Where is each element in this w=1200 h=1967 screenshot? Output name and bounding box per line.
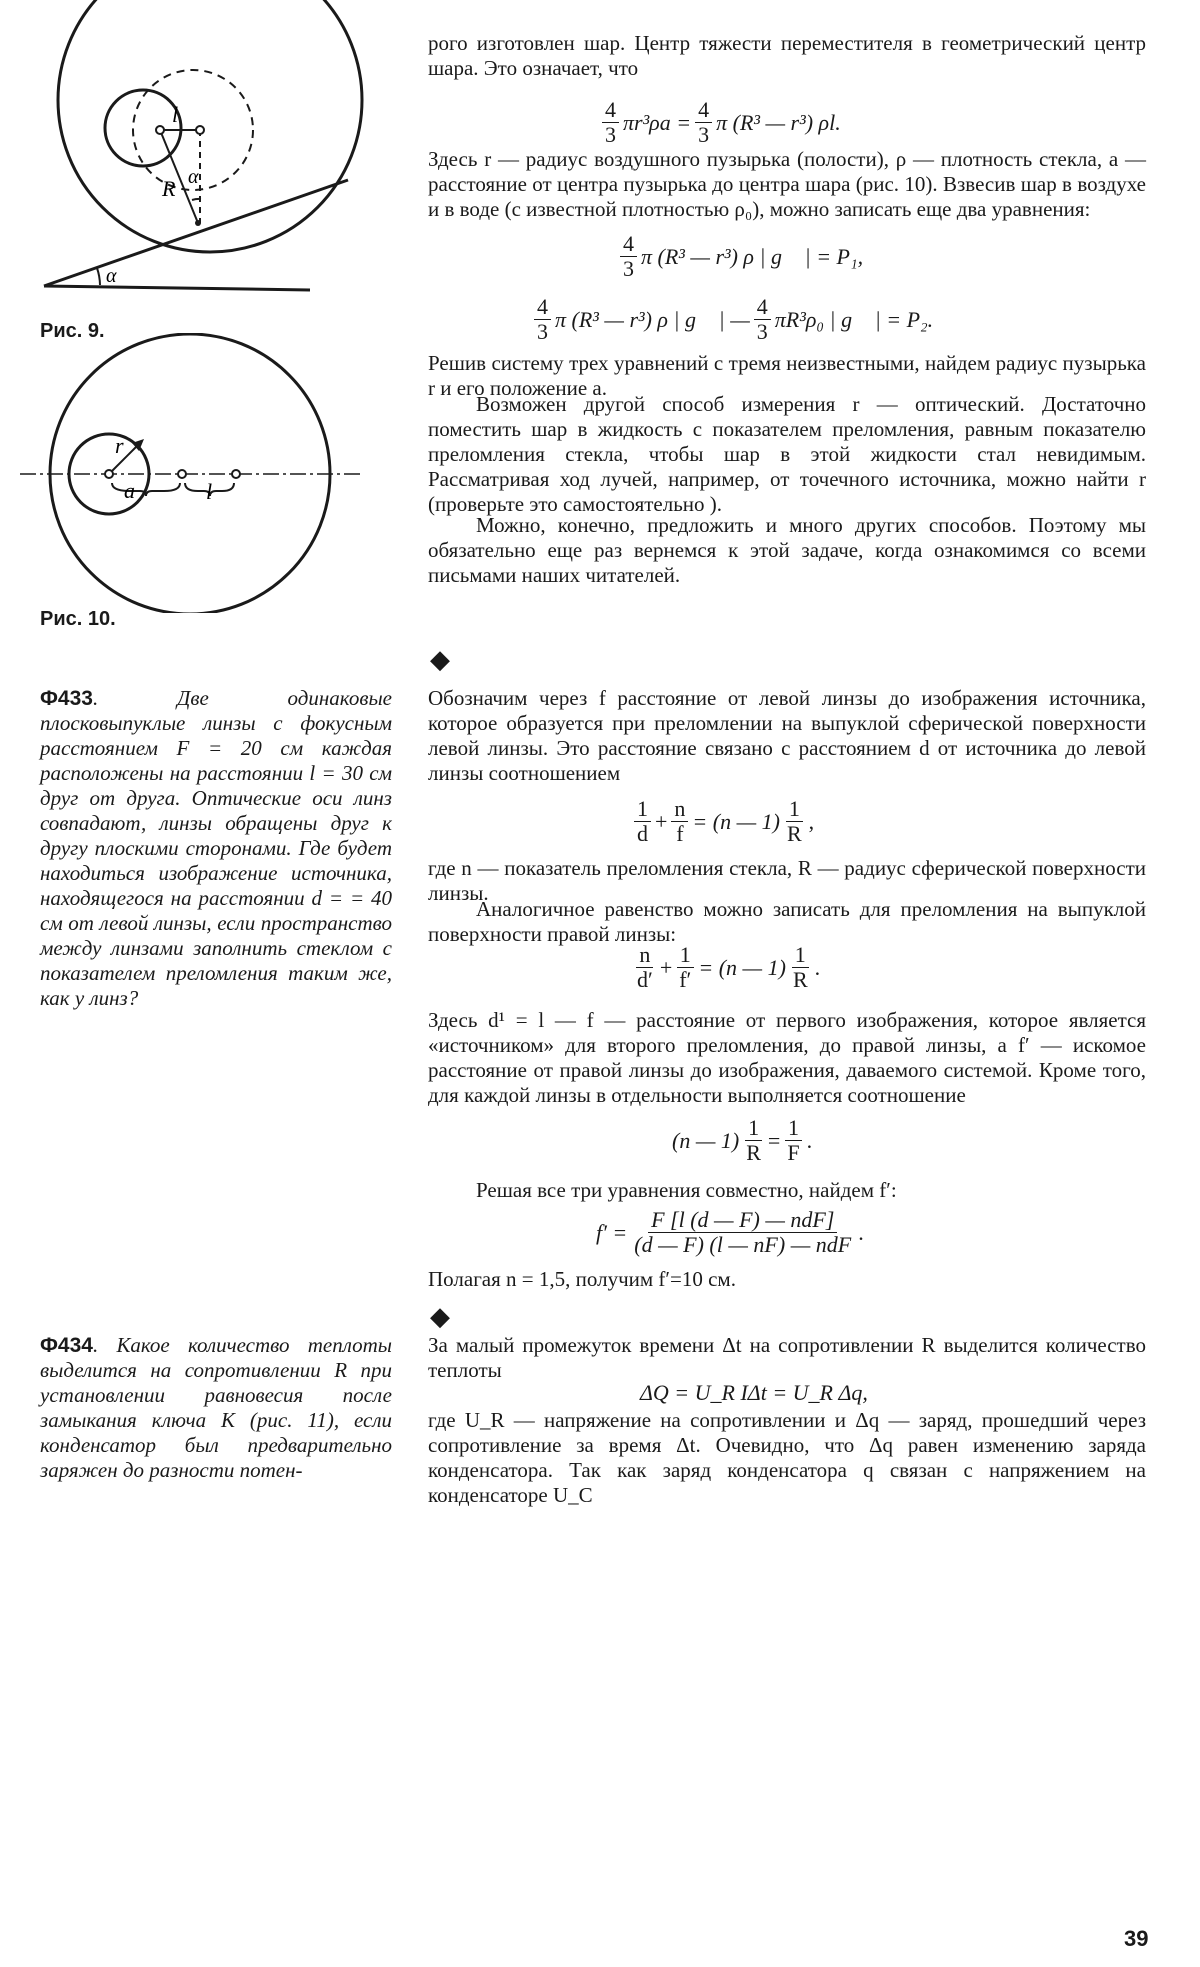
solution-434-p1: За малый промежуток времени Δt на сопротивлении R выделится количество теплоты (428, 1333, 1146, 1382)
fig9-incline (44, 180, 348, 286)
problem-434 (40, 1333, 392, 1483)
fig9-label-R: R (162, 176, 176, 201)
formula-lens-relation: (n — 1) $\frac{1}{R}$ = $\frac{1}{F}$ . (672, 1115, 813, 1165)
solution-433-p1: Обозначим через f расстояние от левой линзы до изображения источника, которое образуется при преломлении на выпуклой сферической поверхности левой линзы. Это расстояние связано с расстоянием d от источника до левой линзы соотношением (428, 686, 1146, 785)
solution-433-p6: Полагая n = 1,5, получим f′=10 см. (428, 1267, 736, 1291)
fig10-label-l: l (206, 479, 213, 504)
right-top-p1: рого изготовлен шар. Центр тяжести переместителя в геометрический центр шара. Это означает, что (428, 31, 1146, 80)
right-top-p2: Здесь r — радиус воздушного пузырька (полости), ρ — плотность стекла, a — расстояние от центра пузырька до центра шара (рис. 10). Взвесив шар в воздухе и в воде (с известной плотностью ρ₀), можно записать еще два уравнения: (428, 147, 1146, 221)
formula-result-f: f′ = $\frac{\text{F [l (d — F) — ndF]}}{\text{(d — F) (l — nF) — ndF}}$ . (596, 1207, 864, 1257)
solution-433-p2: где n — показатель преломления стекла, R — радиус сферической поверхности линзы. (428, 856, 1146, 905)
formula-weight-air: $\frac{4}{3}$ π (R³ — r³) ρ | g⃗ | = P₁, (616, 232, 863, 281)
section-divider-2: ◆ (430, 1302, 450, 1331)
formula-heat: ΔQ = U_R IΔt = U_R Δq, (640, 1380, 868, 1405)
problem-434-text: . Какое количество теплоты выделится на сопротивлении R при установлении равновесия после замыкания ключа K (рис. 11), если конденсатор был предварительно заряжен до разности потен- (40, 1333, 392, 1482)
fig10-caption: Рис. 10. (40, 608, 116, 630)
fig9-caption: Рис. 9. (40, 320, 105, 342)
solution-434-p2: где U_R — напряжение на сопротивлении и Δq — заряд, прошедший через сопротивление за время Δt. Очевидно, что Δq равен изменению заряда конденсатора. Так как заряд конденсатора q связан с напряжением на конденсаторе U_C (428, 1408, 1146, 1507)
solution-433-p4: Здесь d¹ = l — f — расстояние от первого изображения, которое является «источником» для второго преломления, до правой линзы, а f′ — искомое расстояние от правой линзы до изображения, даваемого системой. Кроме того, для каждой линзы в отдельности выполняется соотношение (428, 1008, 1146, 1107)
solution-433-p5: Решая все три уравнения совместно, найдем f′: (476, 1178, 897, 1202)
problem-433-text: . Две одинаковые плосковыпуклые линзы с фокусным расстоянием F = 20 см каждая расположены на расстоянии l = 30 см друг от друга. Оптические оси линз совпадают, линзы обращены друг к другу плоскими сторонами. Где будет находиться изображение источника, находящегося на расстоянии d = = 40 см от левой линзы, если пространство между линзами заполнить стеклом с показателем преломления таким же, как у линз? (40, 686, 392, 1010)
right-top-p4: Возможен другой способ измерения r — оптический. Достаточно поместить шар в жидкость с показателем преломления, равным показателю преломления стекла, чтобы шар в этой жидкости стал невидимым. Рассматривая ход лучей, например, от точечного источника, можно найти r (проверьте это самостоятельно ). (428, 392, 1146, 516)
formula-right-lens: $\frac{n}{d'}$ + $\frac{1}{f'}$ = (n — 1) $\frac{1}{R}$ . (637, 942, 821, 992)
figure-9 (30, 0, 380, 310)
fig10-label-a: a (124, 478, 135, 503)
problem-433-id: Ф433 (40, 687, 93, 710)
formula-sphere-balance: $\frac{4}{3}$ πr³ρa = $\frac{4}{3}$ π (R³ — r³) ρl. (598, 98, 841, 147)
problem-433 (40, 686, 392, 1011)
right-top-p3: Решив систему трех уравнений с тремя неизвестными, найдем радиус пузырька r и его положение a. (428, 351, 1146, 400)
problem-434-id: Ф434 (40, 1334, 93, 1357)
solution-433-p3: Аналогичное равенство можно записать для преломления на выпуклой поверхности правой линзы: (428, 897, 1146, 946)
right-top-p5: Можно, конечно, предложить и много других способов. Поэтому мы обязательно еще раз вернемся к этой задаче, когда ознакомимся со всеми письмами наших читателей. (428, 513, 1146, 587)
formula-weight-water: $\frac{4}{3}$ π (R³ — r³) ρ | g⃗ | — $\frac{4}{3}$ πR³ρ₀ | g⃗ | = P₂. (530, 295, 933, 344)
fig9-label-alpha-base: α (106, 265, 117, 287)
fig10-label-r: r (115, 433, 124, 458)
formula-left-lens: $\frac{1}{d}$ + $\frac{n}{f}$ = (n — 1) $\frac{1}{R}$ , (630, 797, 814, 846)
section-divider-1: ◆ (430, 645, 450, 674)
page-number: 39 (1124, 1926, 1149, 1951)
fig9-ground (44, 286, 310, 290)
figure-10 (20, 333, 360, 613)
fig9-label-alpha-inner: α (188, 166, 199, 188)
fig9-label-l: l (172, 102, 179, 127)
